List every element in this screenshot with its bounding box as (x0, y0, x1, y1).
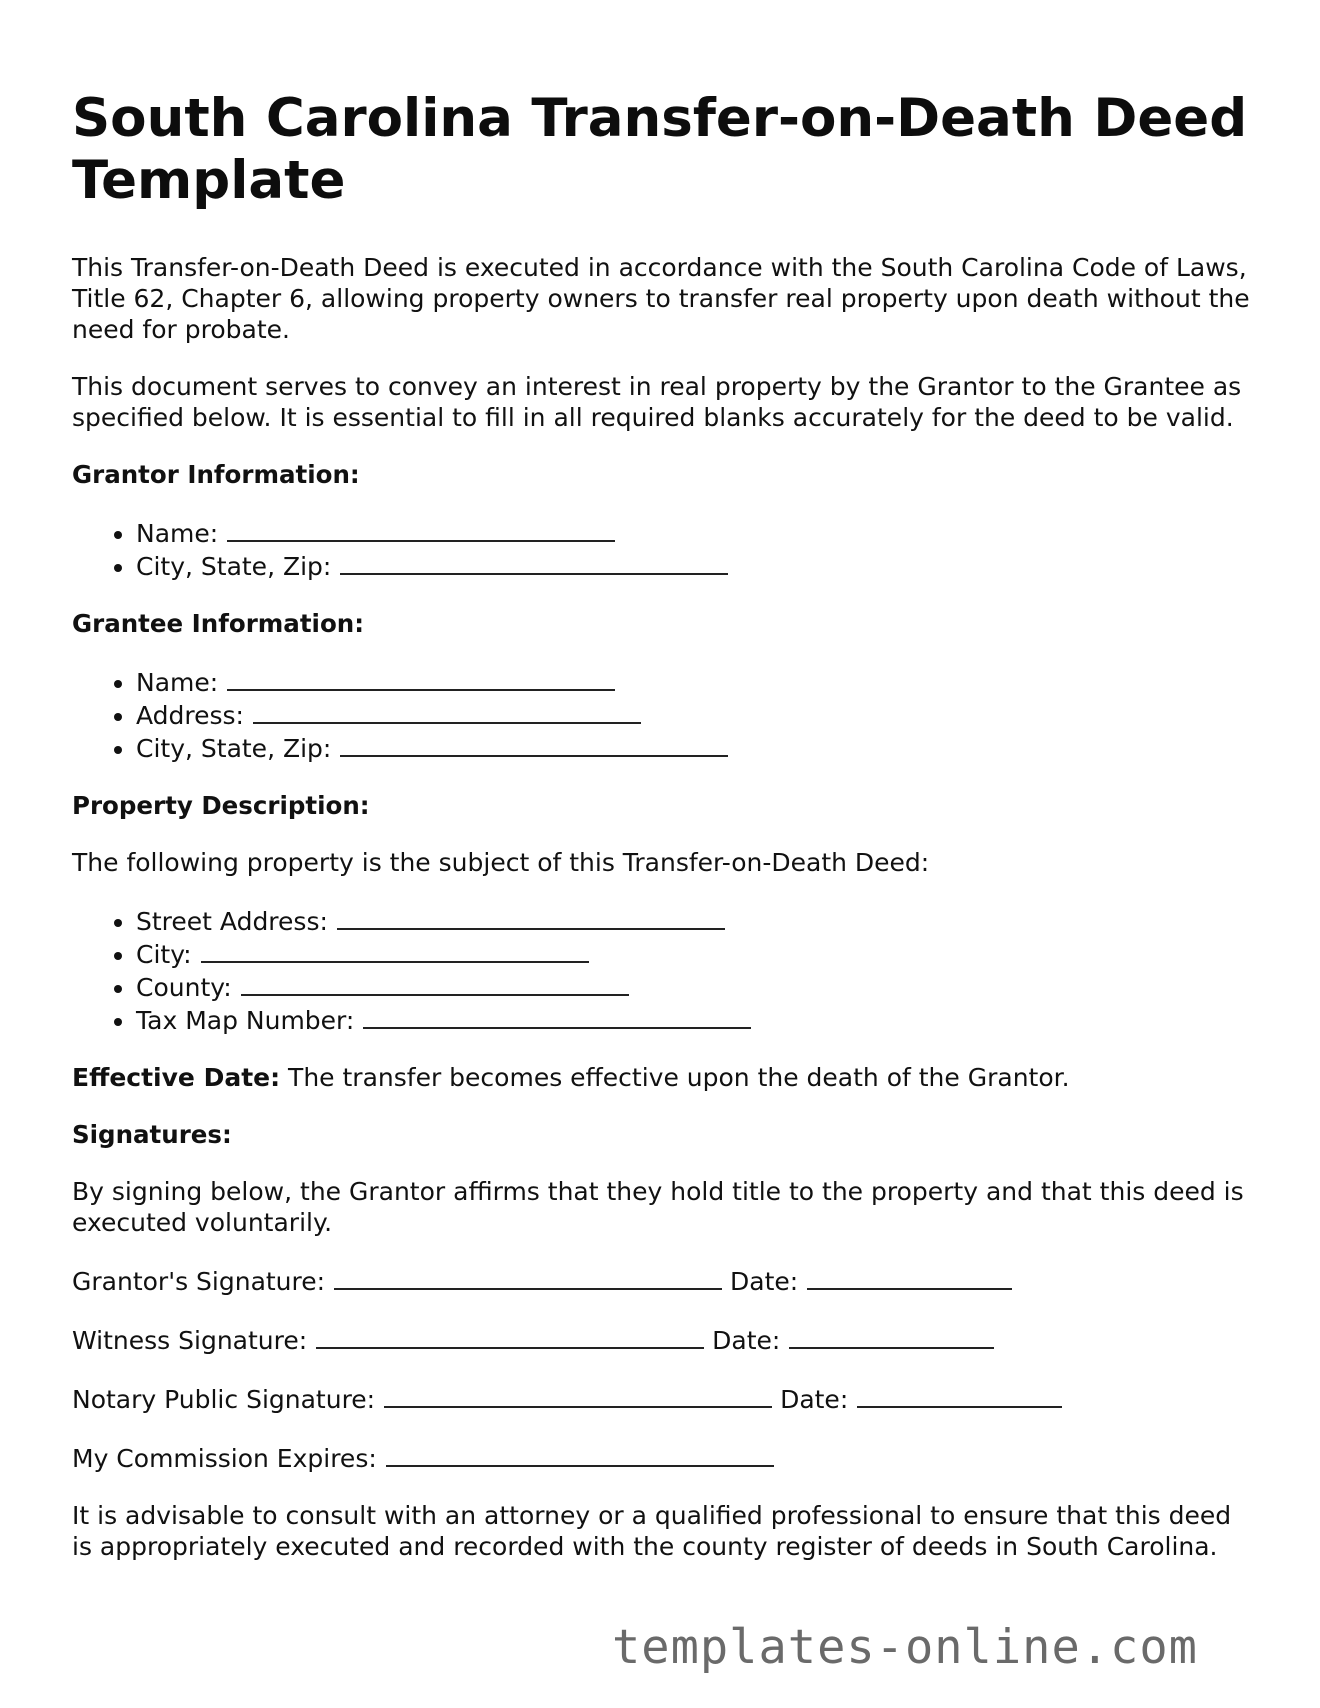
grantor-signature-line: Grantor's Signature: Date: (72, 1264, 1252, 1297)
property-county-blank[interactable] (241, 970, 629, 996)
effective-date-text: The transfer becomes effective upon the death of the Grantor. (280, 1063, 1070, 1092)
property-city-field: • City: (136, 937, 1252, 970)
effective-date-label: Effective Date: (72, 1063, 281, 1092)
grantee-heading: Grantee Information: (72, 609, 365, 638)
property-fields (72, 904, 1252, 1036)
grantee-address-field: • Address: (136, 698, 1252, 731)
grantor-city-blank[interactable] (340, 549, 728, 575)
property-street-field: • Street Address: (136, 904, 1252, 937)
notary-signature-blank[interactable] (384, 1382, 772, 1408)
property-city-blank[interactable] (201, 937, 589, 963)
property-taxmap-field: • Tax Map Number: (136, 1003, 1252, 1036)
witness-date-blank[interactable] (789, 1323, 994, 1349)
witness-signature-line: Witness Signature: Date: (72, 1323, 1252, 1356)
grantee-name-blank[interactable] (227, 665, 615, 691)
property-intro: The following property is the subject of this Transfer-on-Death Deed: (72, 848, 930, 877)
grantee-city-field: • City, State, Zip: (136, 731, 1252, 764)
commission-expires-line: My Commission Expires: (72, 1441, 1252, 1474)
intro-paragraph-2: This document serves to convey an interest in real property by the Grantor to the Grantee as specified below. It is essential to fill in all required blanks accurately for the deed to be valid. (72, 372, 1242, 432)
closing-paragraph: It is advisable to consult with an attorney or a qualified professional to ensure that this deed is appropriately executed and recorded with the county register of deeds in South Carolina. (72, 1501, 1232, 1561)
commission-expires-blank[interactable] (386, 1441, 774, 1467)
grantee-name-field: • Name: (136, 665, 1252, 698)
signatures-intro: By signing below, the Grantor affirms that they hold title to the property and that this deed is executed voluntarily. (72, 1177, 1244, 1237)
grantee-city-blank[interactable] (340, 731, 728, 757)
grantor-name-field: • Name: (136, 516, 1252, 549)
property-county-field: • County: (136, 970, 1252, 1003)
intro-paragraph-1: This Transfer-on-Death Deed is executed in accordance with the South Carolina Code of Laws, Title 62, Chapter 6, allowing property owners to transfer real property upon death without the need for probate. (72, 253, 1250, 344)
witness-signature-blank[interactable] (316, 1323, 704, 1349)
property-taxmap-blank[interactable] (363, 1003, 751, 1029)
grantor-date-blank[interactable] (807, 1264, 1012, 1290)
grantor-signature-blank[interactable] (334, 1264, 722, 1290)
grantee-address-blank[interactable] (253, 698, 641, 724)
grantee-fields (72, 665, 1252, 764)
grantor-name-blank[interactable] (227, 516, 615, 542)
grantor-city-field: • City, State, Zip: (136, 549, 1252, 582)
watermark-text: templates-online.com (612, 1620, 1198, 1675)
document-title: South Carolina Transfer-on-Death Deed Template (72, 88, 1248, 211)
notary-signature-line: Notary Public Signature: Date: (72, 1382, 1252, 1415)
effective-date-paragraph (72, 1062, 1252, 1093)
property-heading: Property Description: (72, 791, 370, 820)
property-street-blank[interactable] (337, 904, 725, 930)
notary-date-blank[interactable] (857, 1382, 1062, 1408)
grantor-fields (72, 516, 1252, 582)
signatures-heading: Signatures: (72, 1120, 232, 1149)
grantor-heading: Grantor Information: (72, 460, 360, 489)
document-page (72, 88, 1252, 1588)
